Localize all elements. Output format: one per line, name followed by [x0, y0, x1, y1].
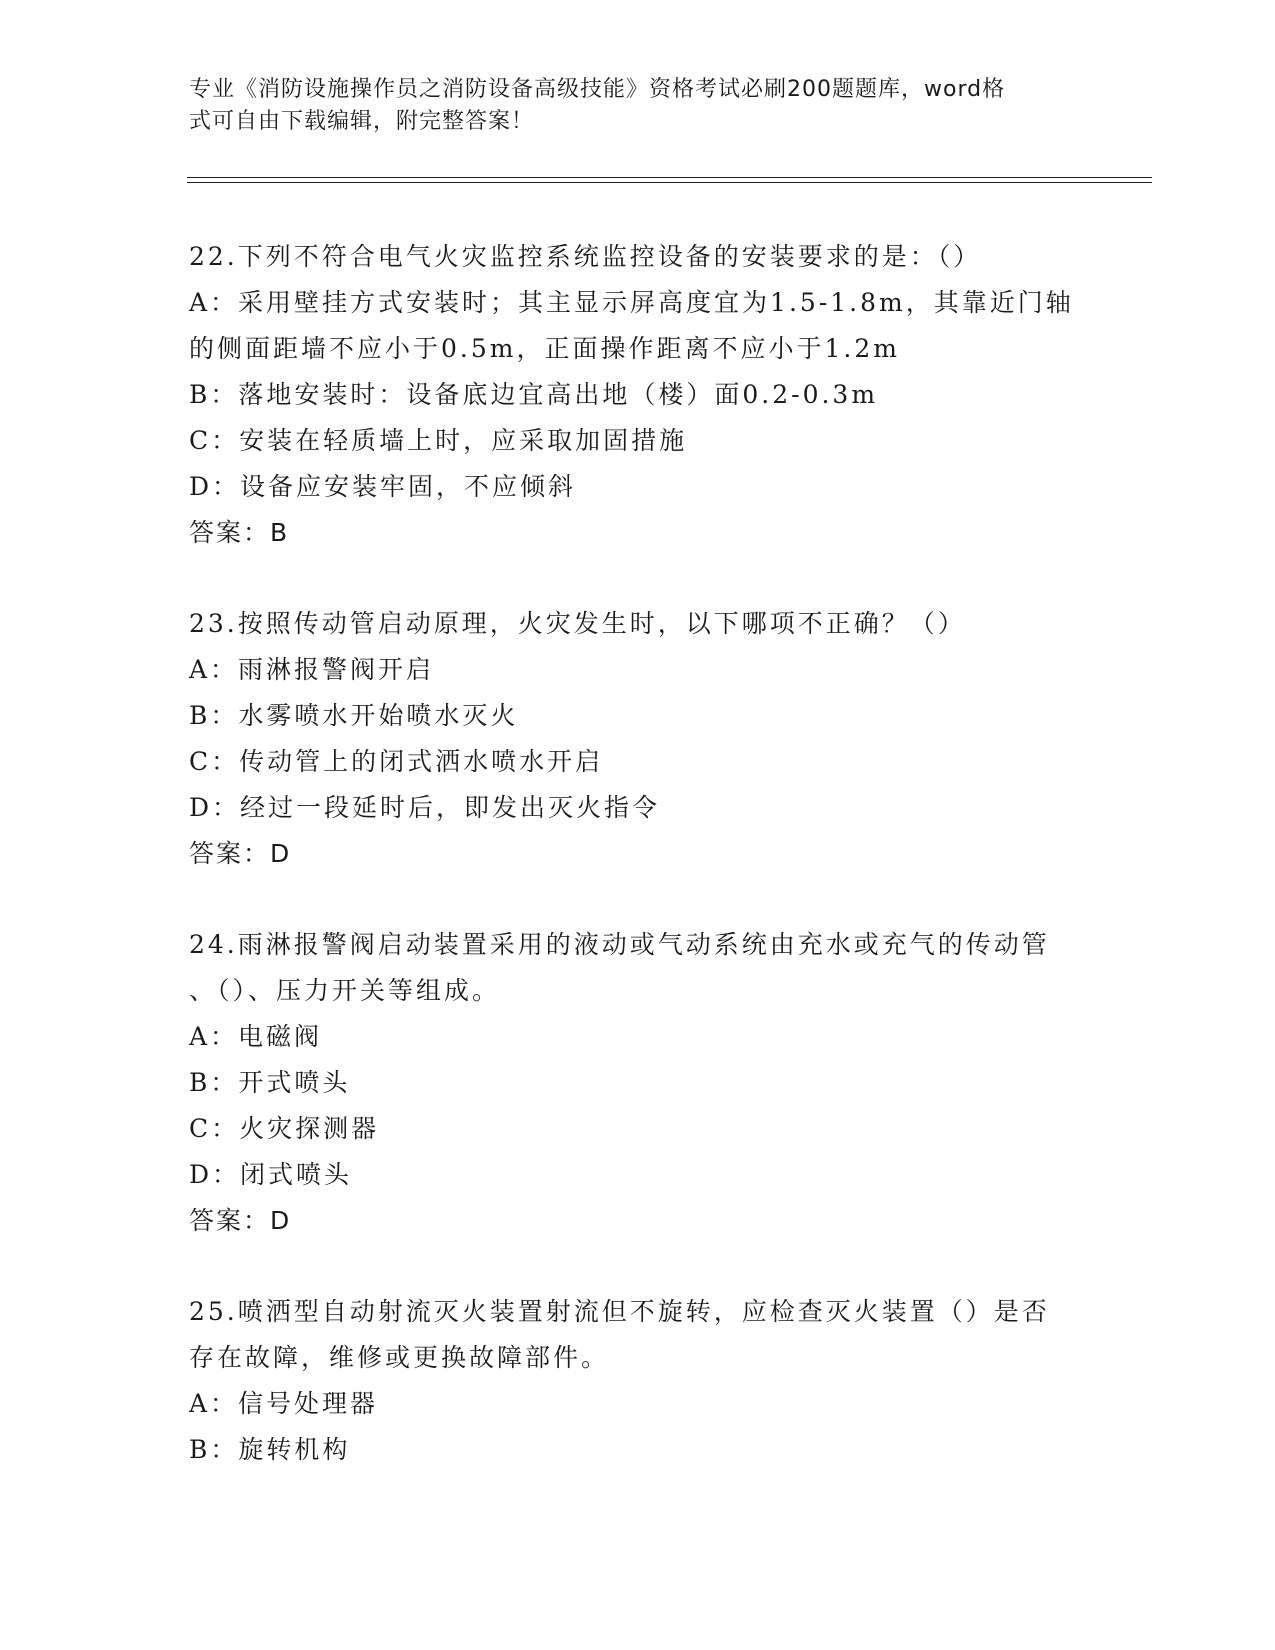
question-stem: 22.下列不符合电气火灾监控系统监控设备的安装要求的是：（） [189, 242, 982, 271]
header-line-1: 专业《消防设施操作员之消防设备高级技能》资格考试必刷200题题库，word格 [189, 77, 1006, 102]
option-d: D：闭式喷头 [189, 1160, 353, 1189]
option-d: D：经过一段延时后，即发出灭火指令 [189, 793, 661, 822]
question-list [189, 234, 1089, 1473]
option-a: A：电磁阀 [189, 1022, 323, 1051]
question-22 [189, 234, 1089, 556]
question-stem: 24.雨淋报警阀启动装置采用的液动或气动系统由充水或充气的传动管 [189, 930, 1050, 959]
answer: 答案：D [189, 1206, 292, 1235]
header-divider-bottom [187, 182, 1152, 183]
option-c: C：安装在轻质墙上时，应采取加固措施 [189, 426, 688, 455]
answer: 答案：D [189, 839, 292, 868]
option-c: C：火灾探测器 [189, 1114, 380, 1143]
question-stem: 23.按照传动管启动原理，火灾发生时，以下哪项不正确？（） [189, 609, 966, 638]
answer: 答案：B [189, 518, 290, 547]
question-24 [189, 922, 1089, 1244]
option-a: A：采用壁挂方式安装时；其主显示屏高度宜为1.5-1.8m，其靠近门轴 [189, 288, 1074, 317]
option-d: D：设备应安装牢固，不应倾斜 [189, 472, 577, 501]
question-stem-continued: 、（）、压力开关等组成。 [189, 976, 501, 1005]
option-c: C：传动管上的闭式洒水喷水开启 [189, 747, 604, 776]
option-b: B：旋转机构 [189, 1435, 351, 1464]
question-23 [189, 601, 1089, 877]
option-b: B：开式喷头 [189, 1068, 351, 1097]
question-25 [189, 1289, 1089, 1473]
document-header [189, 74, 1069, 138]
option-a: A：雨淋报警阀开启 [189, 655, 435, 684]
header-divider-top [187, 177, 1152, 178]
option-a-continued: 的侧面距墙不应小于0.5m，正面操作距离不应小于1.2m [189, 334, 900, 363]
question-stem: 25.喷洒型自动射流灭火装置射流但不旋转，应检查灭火装置（）是否 [189, 1297, 1050, 1326]
question-stem-continued: 存在故障，维修或更换故障部件。 [189, 1343, 610, 1372]
option-b: B：落地安装时：设备底边宜高出地（楼）面0.2-0.3m [189, 380, 879, 409]
option-b: B：水雾喷水开始喷水灭火 [189, 701, 519, 730]
header-line-2: 式可自由下载编辑，附完整答案！ [189, 109, 535, 134]
option-a: A：信号处理器 [189, 1389, 379, 1418]
